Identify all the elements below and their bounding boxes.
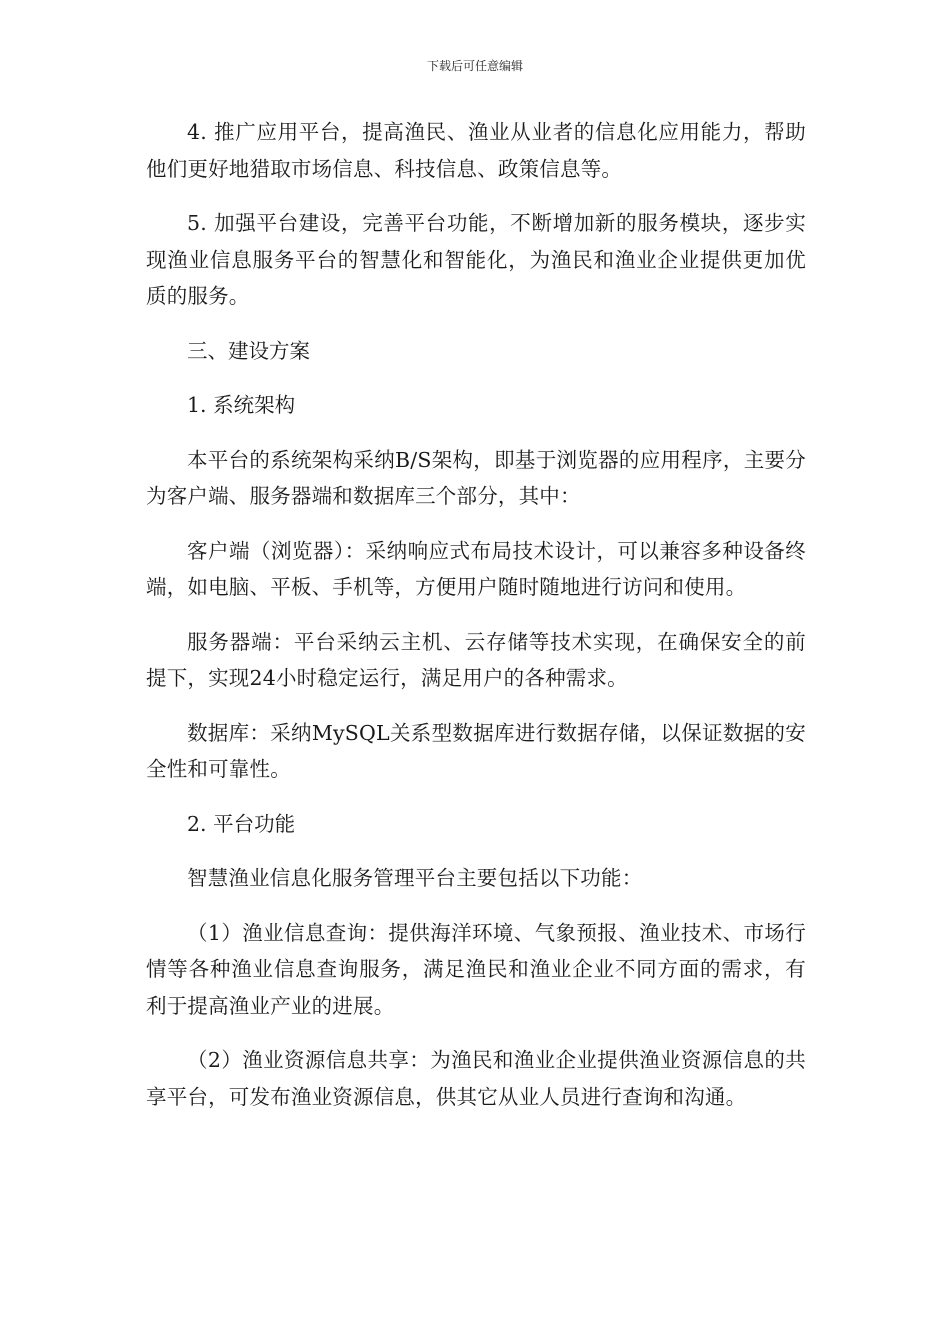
paragraph-database: 数据库：采纳MySQL关系型数据库进行数据存储，以保证数据的安全性和可靠性。 <box>146 720 806 781</box>
paragraph-item-4: 4. 推广应用平台，提高渔民、渔业从业者的信息化应用能力，帮助他们更好地猎取市场信息、科技信息、政策信息等。 <box>146 120 806 181</box>
paragraph-item-5: 5. 加强平台建设，完善平台功能，不断增加新的服务模块，逐步实现渔业信息服务平台的智慧化和智能化，为渔民和渔业企业提供更加优质的服务。 <box>146 211 806 308</box>
document-body <box>146 114 806 1115</box>
paragraph-function-1: （1）渔业信息查询：提供海洋环境、气象预报、渔业技术、市场行情等各种渔业信息查询服务，满足渔民和渔业企业不同方面的需求，有利于提高渔业产业的进展。 <box>146 920 806 1018</box>
subheading-system-architecture: 1. 系统架构 <box>187 393 296 417</box>
paragraph-function-2: （2）渔业资源信息共享：为渔民和渔业企业提供渔业资源信息的共享平台，可发布渔业资源信息，供其它从业人员进行查询和沟通。 <box>146 1048 806 1109</box>
page-header-note: 下载后可任意编辑 <box>426 59 523 73</box>
paragraph-server: 服务器端：平台采纳云主机、云存储等技术实现，在确保安全的前提下，实现24小时稳定运行，满足用户的各种需求。 <box>146 629 806 690</box>
paragraph-client: 客户端（浏览器）：采纳响应式布局技术设计，可以兼容多种设备终端，如电脑、平板、手机等，方便用户随时随地进行访问和使用。 <box>146 538 806 599</box>
subheading-platform-functions: 2. 平台功能 <box>187 811 296 836</box>
section-heading-construction-plan: 三、建设方案 <box>187 338 310 363</box>
paragraph-architecture: 本平台的系统架构采纳B/S架构，即基于浏览器的应用程序，主要分为客户端、服务器端和数据库三个部分，其中： <box>146 447 806 508</box>
paragraph-functions-intro: 智慧渔业信息化服务管理平台主要包括以下功能： <box>187 866 643 890</box>
